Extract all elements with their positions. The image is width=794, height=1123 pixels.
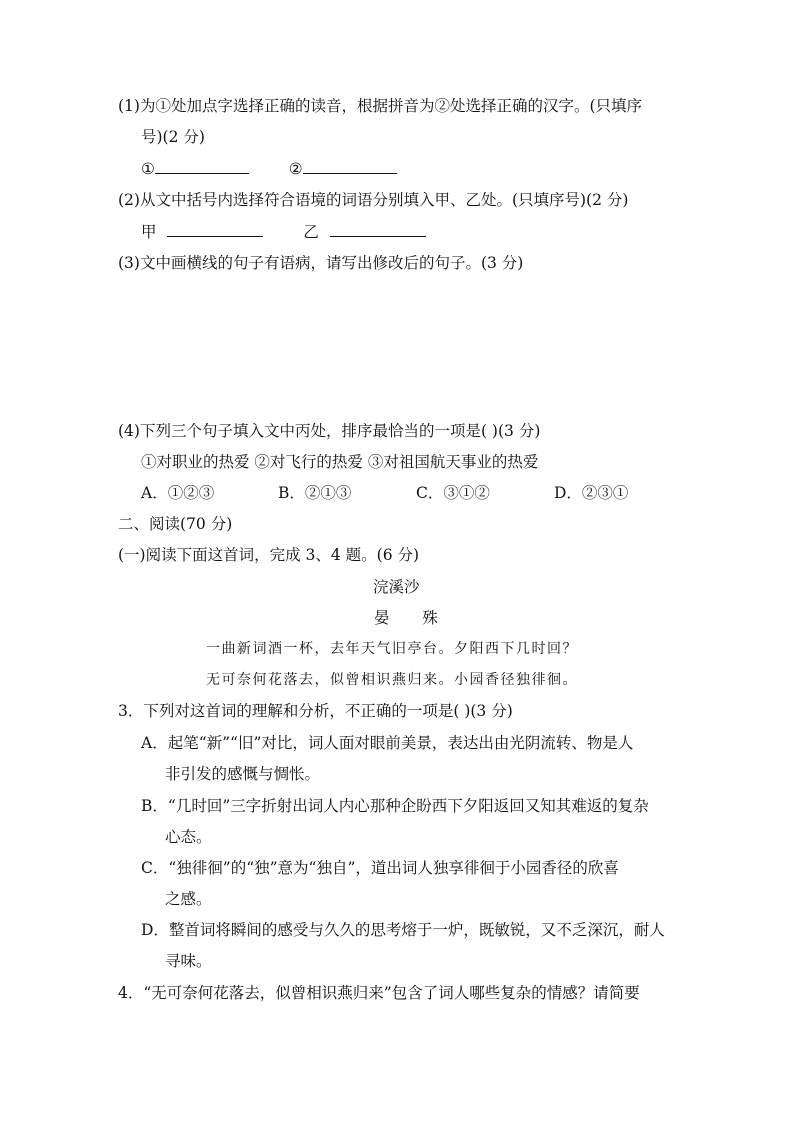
q2-sub3-text: (3)文中画横线的句子有语病，请写出修改后的句子。(3 分) [118,254,524,272]
q2-sub4-option-d[interactable]: D．②③① [554,484,629,502]
poem-author: 晏 殊 [374,609,452,627]
q3-option-a-line1[interactable]: A．起笔“新”“旧”对比，词人面对眼前美景，表达出由光阴流转、物是人 [141,734,634,752]
q2-sub2-blanks [141,220,426,243]
q3-option-a-line2: 非引发的感慨与惆怅。 [165,765,321,783]
q3-option-b-line2: 心态。 [165,828,212,846]
blank-jia-label: 甲 [141,223,157,241]
q2-sub4-option-c[interactable]: C．③①② [416,484,490,502]
q2-sub4-option-a[interactable]: A．①②③ [141,484,215,502]
q2-sub2-text: (2)从文中括号内选择符合语境的词语分别填入甲、乙处。(只填序号)(2 分) [118,191,629,209]
poem-line-1: 一曲新词酒一杯，去年天气旧亭台。夕阳西下几时回？ [206,641,578,657]
q2-sub4-text: (4)下列三个句子填入文中丙处，排序最恰当的一项是( )(3 分) [118,422,541,440]
blank-yi-label: 乙 [303,223,319,241]
poem-line-2: 无可奈何花落去，似曾相识燕归来。小园香径独徘徊。 [206,672,578,688]
section2-heading: 二、阅读(70 分) [118,515,233,533]
blank1-label: ① [141,160,155,178]
q3-stem: 3．下列对这首词的理解和分析，不正确的一项是( )(3 分) [118,702,513,720]
answer-blank-1[interactable] [155,157,249,174]
q2-sub4-option-b[interactable]: B．②①③ [278,484,352,502]
answer-area-sub3[interactable] [118,282,678,412]
q2-sub1-blanks [141,157,397,180]
blank2-label: ② [288,160,303,178]
q3-option-c-line2: 之感。 [165,890,212,908]
q3-option-c-line1[interactable]: C．“独徘徊”的“独”意为“独自”，道出词人独享徘徊于小园香径的欣喜 [141,859,619,877]
answer-blank-2[interactable] [303,157,397,174]
q4-stem: 4．“无可奈何花落去，似曾相识燕归来”包含了词人哪些复杂的情感？请简要 [118,984,640,1002]
q3-option-d-line1[interactable]: D．整首词将瞬间的感受与久久的思考熔于一炉，既敏锐，又不乏深沉，耐人 [141,921,665,939]
q2-sub1-line2: 号)(2 分) [141,128,205,146]
q2-sub4-sentences: ①对职业的热爱 ②对飞行的热爱 ③对祖国航天事业的热爱 [141,453,539,471]
answer-blank-jia[interactable] [167,220,263,237]
q2-sub1-line1: (1)为①处加点字选择正确的读音，根据拼音为②处选择正确的汉字。(只填序 [118,97,643,115]
q3-option-d-line2: 寻味。 [165,952,212,970]
q3-option-b-line1[interactable]: B．“几时回”三字折射出词人内心那种企盼西下夕阳返回又知其难返的复杂 [141,797,649,815]
answer-blank-yi[interactable] [330,220,426,237]
section2-part1: (一)阅读下面这首词，完成 3、4 题。(6 分) [118,546,420,564]
poem-title: 浣溪沙 [373,578,420,596]
